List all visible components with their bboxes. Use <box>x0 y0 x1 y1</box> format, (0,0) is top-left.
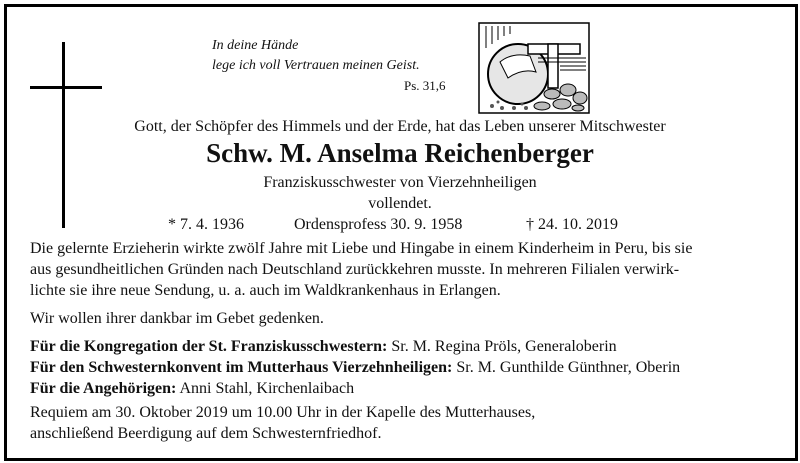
requiem-line-2: anschließend Beerdigung auf dem Schwesternfriedhof. <box>30 425 382 442</box>
quote-line-1: In deine Hände <box>212 38 299 53</box>
mourner-convent: Für den Schwesternkonvent im Mutterhaus Vierzehnheiligen: Sr. M. Gunthilde Günthner, Oberin <box>30 359 681 376</box>
mourner-congregation: Für die Kongregation der St. Franziskusschwestern: Sr. M. Regina Pröls, Generaloberin <box>30 338 617 355</box>
intro-line: Gott, der Schöpfer des Himmels und der Erde, hat das Leben unserer Mitschwester <box>134 118 666 135</box>
mourner-family: Für die Angehörigen: Anni Stahl, Kirchenlaibach <box>30 380 355 397</box>
prayer-line: Wir wollen ihrer dankbar im Gebet gedenken. <box>30 310 324 327</box>
completed-line: vollendet. <box>368 195 432 212</box>
requiem-line-1: Requiem am 30. Oktober 2019 um 10.00 Uhr in der Kapelle des Mutterhauses, <box>30 404 536 421</box>
mourners-list <box>30 336 770 399</box>
bible-quote <box>212 36 420 76</box>
biography <box>30 238 770 301</box>
profession-date: Ordensprofess 30. 9. 1958 <box>294 216 463 233</box>
deceased-name: Schw. M. Anselma Reichenberger <box>206 138 594 168</box>
bio-line-2: aus gesundheitlichen Gründen nach Deutschland zurückkehren musste. In mehreren Filialen verwirk- <box>30 261 680 278</box>
bio-line-1: Die gelernte Erzieherin wirkte zwölf Jahre mit Liebe und Hingabe in einem Kinderheim in Peru, bis sie <box>30 240 693 257</box>
quote-line-2: lege ich voll Vertrauen meinen Geist. <box>212 58 420 73</box>
death-date: † 24. 10. 2019 <box>526 216 618 233</box>
sun-cross-landscape-emblem <box>478 22 590 114</box>
birth-date: * 7. 4. 1936 <box>168 216 244 233</box>
requiem-info <box>30 402 770 444</box>
quote-reference: Ps. 31,6 <box>404 78 446 93</box>
order-line: Franziskusschwester von Vierzehnheiligen <box>263 174 537 191</box>
bio-line-3: lichte sie ihre neue Sendung, u. a. auch im Waldkrankenhaus in Erlangen. <box>30 282 501 299</box>
